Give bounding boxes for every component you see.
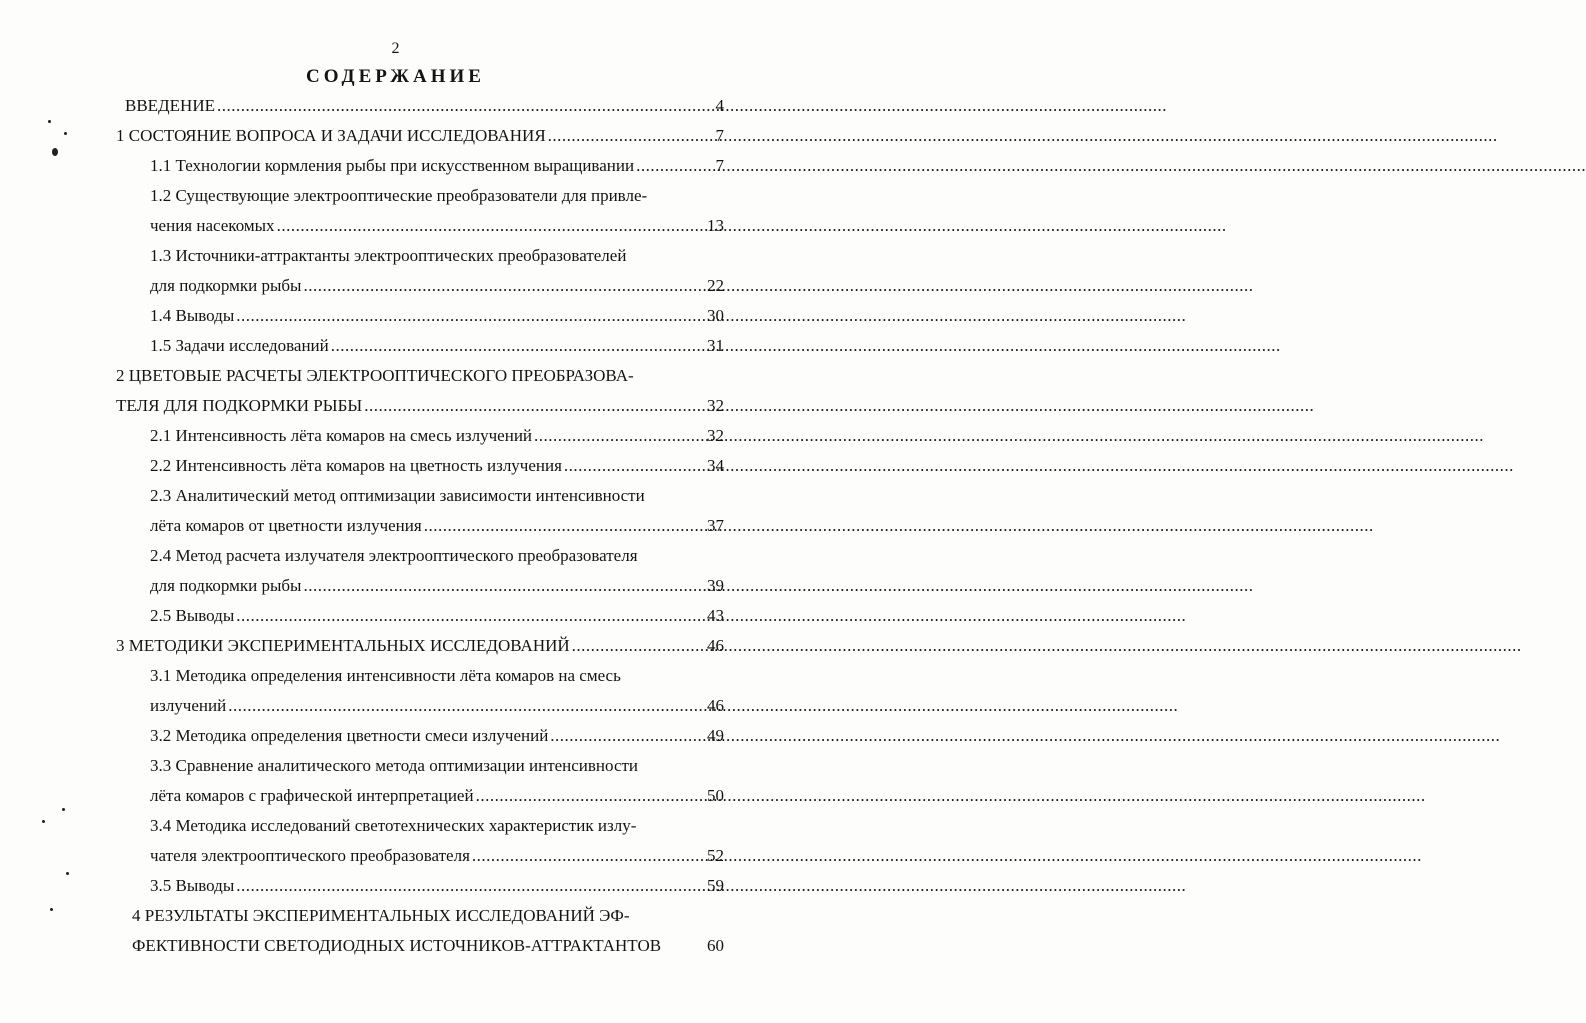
toc-page-number: 49 <box>707 726 724 745</box>
toc-entry[interactable] <box>150 602 670 630</box>
toc-entry[interactable] <box>150 512 670 540</box>
toc-entry[interactable] <box>116 632 670 660</box>
toc-entry-first-line[interactable] <box>132 902 672 930</box>
toc-page-number: 32 <box>707 396 724 415</box>
toc-page-number: 32 <box>707 426 724 445</box>
toc-page-number: 13 <box>707 216 724 235</box>
toc-page-number: 60 <box>707 936 724 955</box>
toc-page-number: 46 <box>707 696 724 715</box>
dot-leader <box>331 332 1281 360</box>
toc-page-number: 22 <box>707 276 724 295</box>
toc-entry-first-line[interactable] <box>150 662 670 690</box>
toc-entry[interactable] <box>150 422 670 450</box>
dot-leader <box>303 272 1253 300</box>
toc-entry[interactable] <box>150 272 670 300</box>
toc-entry-label: 2.5 Выводы <box>150 606 235 625</box>
toc-page-number: 4 <box>715 96 724 115</box>
toc-entry-label: ВВЕДЕНИЕ <box>125 96 215 115</box>
toc-entry-label: 1.5 Задачи исследований <box>150 336 329 355</box>
page-number: 2 <box>391 40 400 57</box>
toc-entry[interactable] <box>150 872 670 900</box>
toc-entry[interactable] <box>150 452 670 480</box>
toc-entry-label: 3.2 Методика определения цветности смеси излучений <box>150 726 549 745</box>
scan-speck <box>64 132 67 135</box>
toc-entry[interactable] <box>150 842 670 870</box>
toc-entry-label: 2.4 Метод расчета излучателя электрооптического преобразователя <box>150 546 638 565</box>
toc-entry-label: чения насекомых <box>150 216 275 235</box>
toc-entry[interactable] <box>116 392 670 420</box>
toc-entry-label: ТЕЛЯ ДЛЯ ПОДКОРМКИ РЫБЫ <box>116 396 363 415</box>
toc-page-number: 37 <box>707 516 724 535</box>
dot-leader <box>472 842 1422 870</box>
toc-entry[interactable] <box>132 932 676 960</box>
toc-entry-label: для подкормки рыбы <box>150 576 302 595</box>
toc-page-number: 34 <box>707 456 724 475</box>
toc-entry-label: для подкормки рыбы <box>150 276 302 295</box>
toc-entry-label: 4 РЕЗУЛЬТАТЫ ЭКСПЕРИМЕНТАЛЬНЫХ ИССЛЕДОВАНИЙ ЭФ- <box>132 906 630 925</box>
toc-entry-label: 2 ЦВЕТОВЫЕ РАСЧЕТЫ ЭЛЕКТРООПТИЧЕСКОГО ПРЕОБРАЗОВА- <box>116 366 634 385</box>
toc-entry-label: 1.4 Выводы <box>150 306 235 325</box>
scan-speck <box>50 908 53 911</box>
toc-entry-first-line[interactable] <box>150 242 670 270</box>
dot-leader <box>476 782 1426 810</box>
toc-entry-label: 1.2 Существующие электрооптические преобразователи для привле- <box>150 186 648 205</box>
toc-page-number: 7 <box>715 156 724 175</box>
toc-entry-first-line[interactable] <box>116 362 670 390</box>
toc-entry-first-line[interactable] <box>150 482 672 510</box>
toc-entry-label: 3 МЕТОДИКИ ЭКСПЕРИМЕНТАЛЬНЫХ ИССЛЕДОВАНИЙ <box>116 636 570 655</box>
toc-entry-label: чателя электрооптического преобразователя <box>150 846 470 865</box>
toc-page-number: 7 <box>715 126 724 145</box>
toc-entry[interactable] <box>116 122 670 150</box>
toc-entry[interactable] <box>150 302 670 330</box>
scan-speck <box>42 820 45 823</box>
scan-speck <box>48 120 51 123</box>
toc-page-number: 59 <box>707 876 724 895</box>
page-title: СОДЕРЖАНИЕ <box>306 66 485 87</box>
toc-entry-label: 2.2 Интенсивность лёта комаров на цветность излучения <box>150 456 562 475</box>
dot-leader <box>424 512 1374 540</box>
toc-page-number: 39 <box>707 576 724 595</box>
toc-entry[interactable] <box>150 722 670 750</box>
scan-speck <box>66 872 69 875</box>
toc-entry[interactable] <box>150 572 670 600</box>
toc-entry[interactable] <box>150 692 670 720</box>
toc-entry-first-line[interactable] <box>150 752 670 780</box>
toc-page-number: 50 <box>707 786 724 805</box>
toc-page-number: 31 <box>707 336 724 355</box>
toc-entry-label: 3.3 Сравнение аналитического метода оптимизации интенсивности <box>150 756 639 775</box>
toc-entry-label: лёта комаров с графической интерпретацией <box>150 786 474 805</box>
toc-entry[interactable] <box>150 782 670 810</box>
toc-entry-label: 2.3 Аналитический метод оптимизации зависимости интенсивности <box>150 486 645 505</box>
toc-entry-label: 2.1 Интенсивность лёта комаров на смесь излучений <box>150 426 533 445</box>
toc-entry-label: 3.4 Методика исследований светотехнических характеристик излу- <box>150 816 637 835</box>
toc-entry-first-line[interactable] <box>150 182 670 210</box>
toc-page-number: 46 <box>707 636 724 655</box>
toc-entry-label: излучений <box>150 696 227 715</box>
toc-entry-label: 3.5 Выводы <box>150 876 235 895</box>
toc-entry-first-line[interactable] <box>150 812 670 840</box>
toc-entry-label: 1.3 Источники-аттрактанты электрооптических преобразователей <box>150 246 627 265</box>
dot-leader <box>636 152 1586 180</box>
dot-leader <box>303 572 1253 600</box>
toc-entry-label: 1.1 Технологии кормления рыбы при искусственном выращивании <box>150 156 635 175</box>
toc-entry[interactable] <box>125 92 670 120</box>
toc-page-number: 30 <box>707 306 724 325</box>
toc-entry-label: ФЕКТИВНОСТИ СВЕТОДИОДНЫХ ИСТОЧНИКОВ-АТТРАКТАНТОВ <box>132 936 662 955</box>
toc-page-number: 52 <box>707 846 724 865</box>
dot-leader <box>364 392 1314 420</box>
scan-speck <box>62 808 65 811</box>
toc-entry-label: лёта комаров от цветности излучения <box>150 516 422 535</box>
toc-entry[interactable] <box>150 152 670 180</box>
scan-speck <box>52 148 58 156</box>
dot-leader <box>277 212 1227 240</box>
toc-entry-first-line[interactable] <box>150 542 670 570</box>
toc-page-number: 43 <box>707 606 724 625</box>
toc-entry-label: 3.1 Методика определения интенсивности лёта комаров на смесь <box>150 666 621 685</box>
toc-entry-label: 1 СОСТОЯНИЕ ВОПРОСА И ЗАДАЧИ ИССЛЕДОВАНИЯ <box>116 126 546 145</box>
toc-entry[interactable] <box>150 212 670 240</box>
toc-entry[interactable] <box>150 332 670 360</box>
